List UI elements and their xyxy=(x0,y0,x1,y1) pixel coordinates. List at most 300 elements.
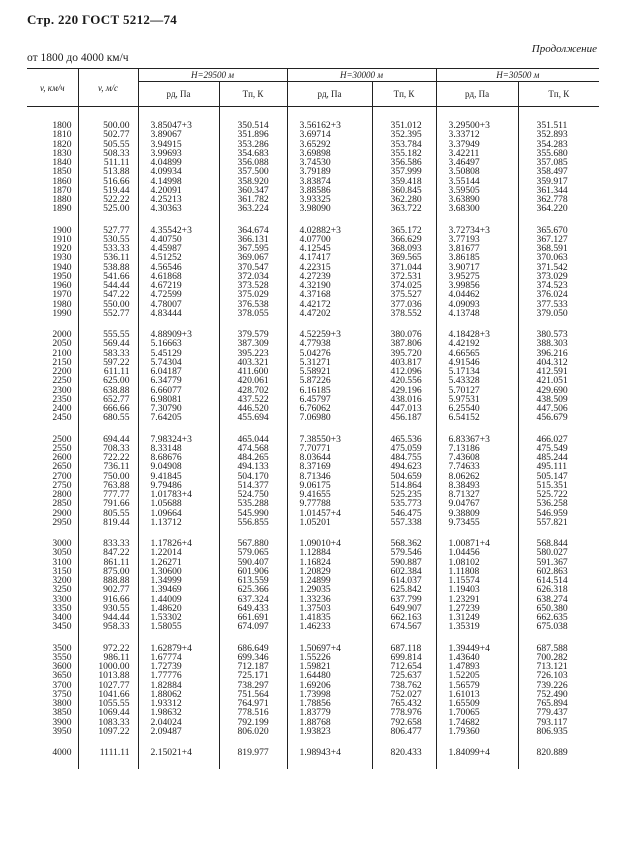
cell-v-ms: 694.44 xyxy=(78,435,138,444)
cell-v-kmh: 1980 xyxy=(52,298,72,310)
cell-p-29500: 1.58055 xyxy=(138,622,219,631)
cell-t-30500: 447.506 xyxy=(518,404,599,413)
cell-p-30500: 3.63890 xyxy=(436,195,518,204)
cell-v-ms: 516.66 xyxy=(78,177,138,186)
cell-t-30000: 359.418 xyxy=(372,177,436,186)
cell-t-30500: 700.282 xyxy=(518,653,599,662)
cell-t-30000: 614.037 xyxy=(372,576,436,585)
cell-p-30500: 7.43608 xyxy=(436,453,518,462)
cell-t-30500: 713.121 xyxy=(518,662,599,671)
cell-p-30500: 3.72734+3 xyxy=(436,226,518,235)
cell-t-30000: 712.654 xyxy=(372,662,436,671)
cell-v-kmh: 2900 xyxy=(52,507,72,519)
cell-v-kmh: 2350 xyxy=(52,393,72,405)
cell-p-29500: 1.93312 xyxy=(138,699,219,708)
cell-p-30500: 3.99856 xyxy=(436,281,518,290)
cell-t-30000: 368.093 xyxy=(372,244,436,253)
cell-p-30000: 7.06980 xyxy=(287,413,372,422)
cell-p-30000: 1.73998 xyxy=(287,690,372,699)
cell-t-30500: 357.085 xyxy=(518,158,599,167)
cell-v-kmh: 2000 xyxy=(52,329,72,340)
cell-p-30000: 3.74530 xyxy=(287,158,372,167)
cell-t-29500: 350.514 xyxy=(219,121,287,130)
cell-t-29500: 455.694 xyxy=(219,413,287,422)
cell-p-30500: 3.55144 xyxy=(436,177,518,186)
cell-p-30000: 1.41835 xyxy=(287,613,372,622)
cell-v-ms: 1041.66 xyxy=(78,690,138,699)
cell-v-kmh: 2100 xyxy=(52,347,72,359)
cell-t-30000: 363.722 xyxy=(372,204,436,213)
cell-p-30500: 1.11808 xyxy=(436,567,518,576)
cell-p-30000: 4.77938 xyxy=(287,339,372,348)
cell-p-30500: 8.06262 xyxy=(436,472,518,481)
cell-v-kmh: 3650 xyxy=(52,670,72,682)
cell-t-29500: 661.691 xyxy=(219,613,287,622)
cell-p-29500: 2.04024 xyxy=(138,718,219,727)
cell-t-30500: 505.147 xyxy=(518,472,599,481)
cell-t-29500: 649.433 xyxy=(219,604,287,613)
cell-v-kmh: 2400 xyxy=(52,403,72,414)
cell-p-29500: 1.39469 xyxy=(138,585,219,594)
cell-p-29500: 4.20091 xyxy=(138,186,219,195)
cell-t-29500: 372.034 xyxy=(219,272,287,281)
cell-p-30000: 5.31271 xyxy=(287,358,372,367)
cell-t-30000: 590.887 xyxy=(372,558,436,567)
spacer-cell xyxy=(78,107,138,122)
cell-v-kmh: 2600 xyxy=(52,452,72,463)
cell-p-30000: 1.64480 xyxy=(287,671,372,680)
cell-t-29500: 366.131 xyxy=(219,235,287,244)
cell-v-kmh: 1970 xyxy=(52,289,72,301)
cell-v-ms: 508.33 xyxy=(78,149,138,158)
spacer-cell xyxy=(287,757,372,769)
spacer-cell xyxy=(436,632,518,644)
cell-p-29500: 1.22014 xyxy=(138,548,219,557)
cell-v-ms: 875.00 xyxy=(78,567,138,576)
cell-v-ms: 902.77 xyxy=(78,585,138,594)
cell-p-29500: 6.34779 xyxy=(138,376,219,385)
cell-v-ms: 533.33 xyxy=(78,244,138,253)
cell-p-30500: 8.38493 xyxy=(436,481,518,490)
cell-p-30000: 1.78856 xyxy=(287,699,372,708)
cell-v-kmh: 2950 xyxy=(52,516,72,528)
cell-v-ms: 763.88 xyxy=(78,481,138,490)
cell-p-29500: 3.94915 xyxy=(138,140,219,149)
cell-v-ms: 916.66 xyxy=(78,595,138,604)
cell-v-kmh: 3950 xyxy=(52,725,72,737)
cell-t-29500: 601.906 xyxy=(219,567,287,576)
cell-p-30000: 4.12545 xyxy=(287,244,372,253)
cell-t-29500: 806.020 xyxy=(219,727,287,736)
cell-t-30500: 602.863 xyxy=(518,567,599,576)
cell-v-kmh: 1990 xyxy=(52,307,72,319)
cell-t-29500: 420.061 xyxy=(219,376,287,385)
cell-p-30000: 4.42172 xyxy=(287,300,372,309)
cell-p-29500: 4.09934 xyxy=(138,167,219,176)
cell-t-30500: 591.367 xyxy=(518,558,599,567)
cell-t-29500: 819.977 xyxy=(219,748,287,757)
cell-v-ms: 986.11 xyxy=(78,653,138,662)
cell-t-30500: 820.889 xyxy=(518,748,599,757)
cell-v-kmh: 2200 xyxy=(52,366,72,377)
cell-p-29500: 4.61868 xyxy=(138,272,219,281)
cell-v-kmh: 2150 xyxy=(52,356,72,368)
cell-t-30500: 580.027 xyxy=(518,548,599,557)
cell-p-30000: 6.45797 xyxy=(287,395,372,404)
cell-v-ms: 680.55 xyxy=(78,413,138,422)
cell-v-ms: 944.44 xyxy=(78,613,138,622)
cell-p-29500: 4.25213 xyxy=(138,195,219,204)
cell-v-ms: 861.11 xyxy=(78,558,138,567)
spacer-cell xyxy=(219,632,287,644)
spacer-cell xyxy=(518,423,599,435)
cell-t-30500: 475.549 xyxy=(518,444,599,453)
cell-t-29500: 494.133 xyxy=(219,462,287,471)
cell-v-ms: 541.66 xyxy=(78,272,138,281)
cell-v-ms: 652.77 xyxy=(78,395,138,404)
cell-v-kmh: 1890 xyxy=(52,203,72,215)
cell-t-30000: 465.536 xyxy=(372,435,436,444)
cell-p-30500: 3.68300 xyxy=(436,204,518,213)
cell-p-30500: 1.84099+4 xyxy=(436,748,518,757)
cell-p-29500: 1.30600 xyxy=(138,567,219,576)
spacer-cell xyxy=(138,632,219,644)
cell-t-30500: 536.258 xyxy=(518,499,599,508)
cell-t-30500: 361.344 xyxy=(518,186,599,195)
cell-t-29500: 370.547 xyxy=(219,263,287,272)
cell-v-kmh: 1940 xyxy=(52,261,72,273)
cell-p-29500: 4.78007 xyxy=(138,300,219,309)
cell-v-kmh: 1920 xyxy=(52,243,72,254)
cell-t-30500: 662.635 xyxy=(518,613,599,622)
cell-t-30000: 738.762 xyxy=(372,681,436,690)
cell-v-ms: 1055.55 xyxy=(78,699,138,708)
cell-v-kmh: 2300 xyxy=(52,384,72,396)
cell-p-30500: 7.13186 xyxy=(436,444,518,453)
cell-v-kmh: 3100 xyxy=(52,556,72,568)
cell-t-30000: 375.527 xyxy=(372,290,436,299)
spacer-cell xyxy=(436,214,518,226)
cell-t-30000: 429.196 xyxy=(372,386,436,395)
cell-p-30500: 1.23291 xyxy=(436,595,518,604)
cell-p-29500: 4.51252 xyxy=(138,253,219,262)
cell-t-30000: 687.118 xyxy=(372,644,436,653)
cell-t-29500: 367.595 xyxy=(219,244,287,253)
cell-t-30000: 579.546 xyxy=(372,548,436,557)
cell-v-ms: 511.11 xyxy=(78,158,138,167)
cell-p-30000: 4.27239 xyxy=(287,272,372,281)
col-header-t: Tп, К xyxy=(518,82,599,107)
cell-v-ms: 708.33 xyxy=(78,444,138,453)
cell-p-29500: 5.74304 xyxy=(138,358,219,367)
cell-t-29500: 545.990 xyxy=(219,509,287,518)
cell-t-29500: 360.347 xyxy=(219,186,287,195)
cell-p-30000: 6.76062 xyxy=(287,404,372,413)
cell-t-30000: 351.012 xyxy=(372,121,436,130)
cell-t-29500: 354.683 xyxy=(219,149,287,158)
cell-p-30500: 1.52205 xyxy=(436,671,518,680)
cell-t-30000: 420.556 xyxy=(372,376,436,385)
cell-p-30000: 1.29035 xyxy=(287,585,372,594)
cell-p-29500: 8.33148 xyxy=(138,444,219,453)
cell-p-30000: 1.59821 xyxy=(287,662,372,671)
cell-p-29500: 1.34999 xyxy=(138,576,219,585)
cell-v-ms: 1083.33 xyxy=(78,718,138,727)
cell-p-30000: 3.69898 xyxy=(287,149,372,158)
cell-p-30000: 4.37168 xyxy=(287,290,372,299)
cell-v-kmh: 3850 xyxy=(52,707,72,719)
cell-t-30000: 352.395 xyxy=(372,130,436,139)
cell-p-30000: 3.56162+3 xyxy=(287,121,372,130)
col-header-p: pд, Па xyxy=(138,82,219,107)
cell-p-30500: 3.95275 xyxy=(436,272,518,281)
cell-t-30500: 739.226 xyxy=(518,681,599,690)
cell-v-kmh: 2500 xyxy=(52,433,72,445)
cell-v-ms: 538.88 xyxy=(78,263,138,272)
cell-t-29500: 686.649 xyxy=(219,644,287,653)
cell-t-29500: 590.407 xyxy=(219,558,287,567)
spacer-cell xyxy=(372,632,436,644)
cell-v-ms: 791.66 xyxy=(78,499,138,508)
cell-v-ms: 666.66 xyxy=(78,404,138,413)
cell-v-kmh: 1930 xyxy=(52,252,72,264)
cell-v-ms: 1027.77 xyxy=(78,681,138,690)
cell-t-30500: 368.591 xyxy=(518,244,599,253)
cell-t-29500: 403.321 xyxy=(219,358,287,367)
cell-p-30000: 6.16185 xyxy=(287,386,372,395)
cell-t-29500: 357.500 xyxy=(219,167,287,176)
spacer-row xyxy=(27,214,599,226)
spacer-cell xyxy=(219,757,287,769)
cell-v-ms: 819.44 xyxy=(78,518,138,527)
cell-v-kmh: 1870 xyxy=(52,184,72,196)
cell-p-30000: 1.01457+4 xyxy=(287,509,372,518)
spacer-cell xyxy=(138,757,219,769)
cell-p-30500: 5.17134 xyxy=(436,367,518,376)
cell-v-ms: 552.77 xyxy=(78,309,138,318)
col-header-t: Tп, К xyxy=(219,82,287,107)
cell-p-29500: 1.72739 xyxy=(138,662,219,671)
cell-v-kmh: 3050 xyxy=(52,547,72,559)
cell-t-30000: 699.814 xyxy=(372,653,436,662)
cell-p-30000: 3.83874 xyxy=(287,177,372,186)
cell-p-29500: 8.68676 xyxy=(138,453,219,462)
cell-p-29500: 1.77776 xyxy=(138,671,219,680)
cell-v-kmh: 3150 xyxy=(52,565,72,577)
cell-v-kmh: 2550 xyxy=(52,442,72,454)
cell-t-30500: 752.490 xyxy=(518,690,599,699)
cell-t-30500: 371.542 xyxy=(518,263,599,272)
cell-t-30500: 466.027 xyxy=(518,435,599,444)
cell-t-30000: 374.025 xyxy=(372,281,436,290)
cell-p-30500: 6.25540 xyxy=(436,404,518,413)
cell-t-30000: 475.059 xyxy=(372,444,436,453)
cell-v-kmh: 1850 xyxy=(52,166,72,178)
cell-p-29500: 1.13712 xyxy=(138,518,219,527)
cell-t-30000: 806.477 xyxy=(372,727,436,736)
spacer-cell xyxy=(436,423,518,435)
spacer-cell xyxy=(78,214,138,226)
spacer-cell xyxy=(436,757,518,769)
spacer-cell xyxy=(372,757,436,769)
cell-v-kmh: 1810 xyxy=(52,129,72,141)
cell-t-30500: 367.127 xyxy=(518,235,599,244)
cell-v-kmh: 2750 xyxy=(52,479,72,491)
cell-t-30500: 421.051 xyxy=(518,376,599,385)
cell-p-30500: 1.74682 xyxy=(436,718,518,727)
cell-p-30500: 3.77193 xyxy=(436,235,518,244)
cell-p-30500: 1.04456 xyxy=(436,548,518,557)
cell-v-ms: 736.11 xyxy=(78,462,138,471)
cell-t-30500: 495.111 xyxy=(518,462,599,471)
cell-t-30000: 378.552 xyxy=(372,309,436,318)
cell-t-30000: 365.172 xyxy=(372,226,436,235)
cell-p-29500: 4.67219 xyxy=(138,281,219,290)
cell-p-29500: 5.45129 xyxy=(138,349,219,358)
cell-p-30000: 9.06175 xyxy=(287,481,372,490)
cell-v-kmh: 1840 xyxy=(52,157,72,168)
cell-p-29500: 1.05688 xyxy=(138,499,219,508)
cell-t-29500: 387.309 xyxy=(219,339,287,348)
cell-p-30000: 1.98943+4 xyxy=(287,748,372,757)
cell-t-30500: 364.220 xyxy=(518,204,599,213)
spacer-cell xyxy=(518,757,599,769)
cell-p-30000: 3.65292 xyxy=(287,140,372,149)
cell-p-29500: 4.14998 xyxy=(138,177,219,186)
cell-p-30000: 4.17417 xyxy=(287,253,372,262)
cell-p-29500: 4.83444 xyxy=(138,309,219,318)
cell-v-kmh: 3400 xyxy=(52,612,72,623)
cell-p-30000: 3.98090 xyxy=(287,204,372,213)
range-label: от 1800 до 4000 км/ч xyxy=(27,52,129,64)
cell-v-ms: 638.88 xyxy=(78,386,138,395)
cell-p-30500: 6.54152 xyxy=(436,413,518,422)
cell-p-30500: 1.56579 xyxy=(436,681,518,690)
col-header-p: pд, Па xyxy=(436,82,518,107)
cell-t-30500: 485.244 xyxy=(518,453,599,462)
cell-t-30000: 662.163 xyxy=(372,613,436,622)
cell-t-30500: 525.722 xyxy=(518,490,599,499)
cell-v-ms: 519.44 xyxy=(78,186,138,195)
cell-t-29500: 699.346 xyxy=(219,653,287,662)
cell-t-30000: 637.799 xyxy=(372,595,436,604)
cell-t-29500: 484.265 xyxy=(219,453,287,462)
cell-p-29500: 1.26271 xyxy=(138,558,219,567)
cell-p-29500: 1.98632 xyxy=(138,708,219,717)
cell-t-30000: 820.433 xyxy=(372,748,436,757)
cell-p-30500: 1.27239 xyxy=(436,604,518,613)
cell-v-kmh: 1910 xyxy=(52,233,72,245)
cell-t-29500: 364.674 xyxy=(219,226,287,235)
cell-t-30000: 369.565 xyxy=(372,253,436,262)
spacer-row xyxy=(27,632,599,644)
cell-p-29500: 1.88062 xyxy=(138,690,219,699)
cell-p-29500: 1.53302 xyxy=(138,613,219,622)
cell-t-30500: 779.437 xyxy=(518,708,599,717)
cell-t-30000: 792.658 xyxy=(372,718,436,727)
cell-t-30000: 602.384 xyxy=(372,567,436,576)
cell-p-30000: 1.09010+4 xyxy=(287,539,372,548)
cell-v-ms: 500.00 xyxy=(78,121,138,130)
cell-t-30500: 650.380 xyxy=(518,604,599,613)
cell-t-29500: 579.065 xyxy=(219,548,287,557)
cell-p-30500: 3.50808 xyxy=(436,167,518,176)
cell-t-30000: 380.076 xyxy=(372,330,436,339)
cell-t-29500: 411.600 xyxy=(219,367,287,376)
cell-p-30500: 4.04462 xyxy=(436,290,518,299)
cell-p-30500: 4.13748 xyxy=(436,309,518,318)
cell-v-kmh: 2650 xyxy=(52,461,72,473)
cell-p-30500: 1.08102 xyxy=(436,558,518,567)
spacer-row xyxy=(27,757,599,769)
cell-t-29500: 369.067 xyxy=(219,253,287,262)
cell-v-ms: 547.22 xyxy=(78,290,138,299)
cell-t-29500: 504.170 xyxy=(219,472,287,481)
cell-v-ms: 1013.88 xyxy=(78,671,138,680)
cell-p-30000: 9.41655 xyxy=(287,490,372,499)
cell-v-ms: 502.77 xyxy=(78,130,138,139)
cell-t-29500: 361.782 xyxy=(219,195,287,204)
cell-p-30500: 1.39449+4 xyxy=(436,644,518,653)
cell-t-29500: 428.702 xyxy=(219,386,287,395)
cell-t-30500: 412.591 xyxy=(518,367,599,376)
cell-p-29500: 1.67774 xyxy=(138,653,219,662)
cell-p-30500: 8.71327 xyxy=(436,490,518,499)
cell-t-29500: 351.896 xyxy=(219,130,287,139)
cell-p-30000: 3.93325 xyxy=(287,195,372,204)
atmosphere-table xyxy=(27,68,599,769)
cell-t-30000: 377.036 xyxy=(372,300,436,309)
cell-p-29500: 3.89067 xyxy=(138,130,219,139)
cell-t-29500: 751.564 xyxy=(219,690,287,699)
cell-t-30000: 360.845 xyxy=(372,186,436,195)
cell-t-30000: 371.044 xyxy=(372,263,436,272)
cell-p-30500: 1.35319 xyxy=(436,622,518,631)
cell-p-30500: 1.15574 xyxy=(436,576,518,585)
cell-t-29500: 373.528 xyxy=(219,281,287,290)
cell-v-kmh: 2700 xyxy=(52,470,72,482)
cell-v-kmh: 1900 xyxy=(52,224,72,236)
cell-p-29500: 4.45987 xyxy=(138,244,219,253)
cell-v-kmh: 3300 xyxy=(52,593,72,605)
cell-v-ms: 583.33 xyxy=(78,349,138,358)
cell-t-30000: 725.637 xyxy=(372,671,436,680)
cell-p-29500: 9.79486 xyxy=(138,481,219,490)
cell-v-ms: 722.22 xyxy=(78,453,138,462)
cell-t-30500: 515.351 xyxy=(518,481,599,490)
cell-t-29500: 764.971 xyxy=(219,699,287,708)
cell-t-30000: 484.755 xyxy=(372,453,436,462)
cell-v-kmh: 2850 xyxy=(52,498,72,510)
cell-p-29500: 2.15021+4 xyxy=(138,748,219,757)
cell-t-29500: 379.579 xyxy=(219,330,287,339)
spacer-cell xyxy=(27,107,78,122)
cell-v-kmh: 2250 xyxy=(52,375,72,387)
cell-p-29500: 6.04187 xyxy=(138,367,219,376)
cell-p-30500: 9.38809 xyxy=(436,509,518,518)
cell-p-30000: 5.04276 xyxy=(287,349,372,358)
cell-v-ms: 505.55 xyxy=(78,140,138,149)
cell-t-29500: 378.055 xyxy=(219,309,287,318)
cell-p-30000: 3.69714 xyxy=(287,130,372,139)
cell-v-kmh: 3350 xyxy=(52,602,72,614)
cell-p-29500: 3.99693 xyxy=(138,149,219,158)
cell-p-29500: 1.01783+4 xyxy=(138,490,219,499)
cell-v-ms: 1111.11 xyxy=(78,748,138,757)
group-header-3: H=30500 м xyxy=(436,69,599,82)
spacer-cell xyxy=(138,107,219,122)
cell-p-30500: 1.31249 xyxy=(436,613,518,622)
